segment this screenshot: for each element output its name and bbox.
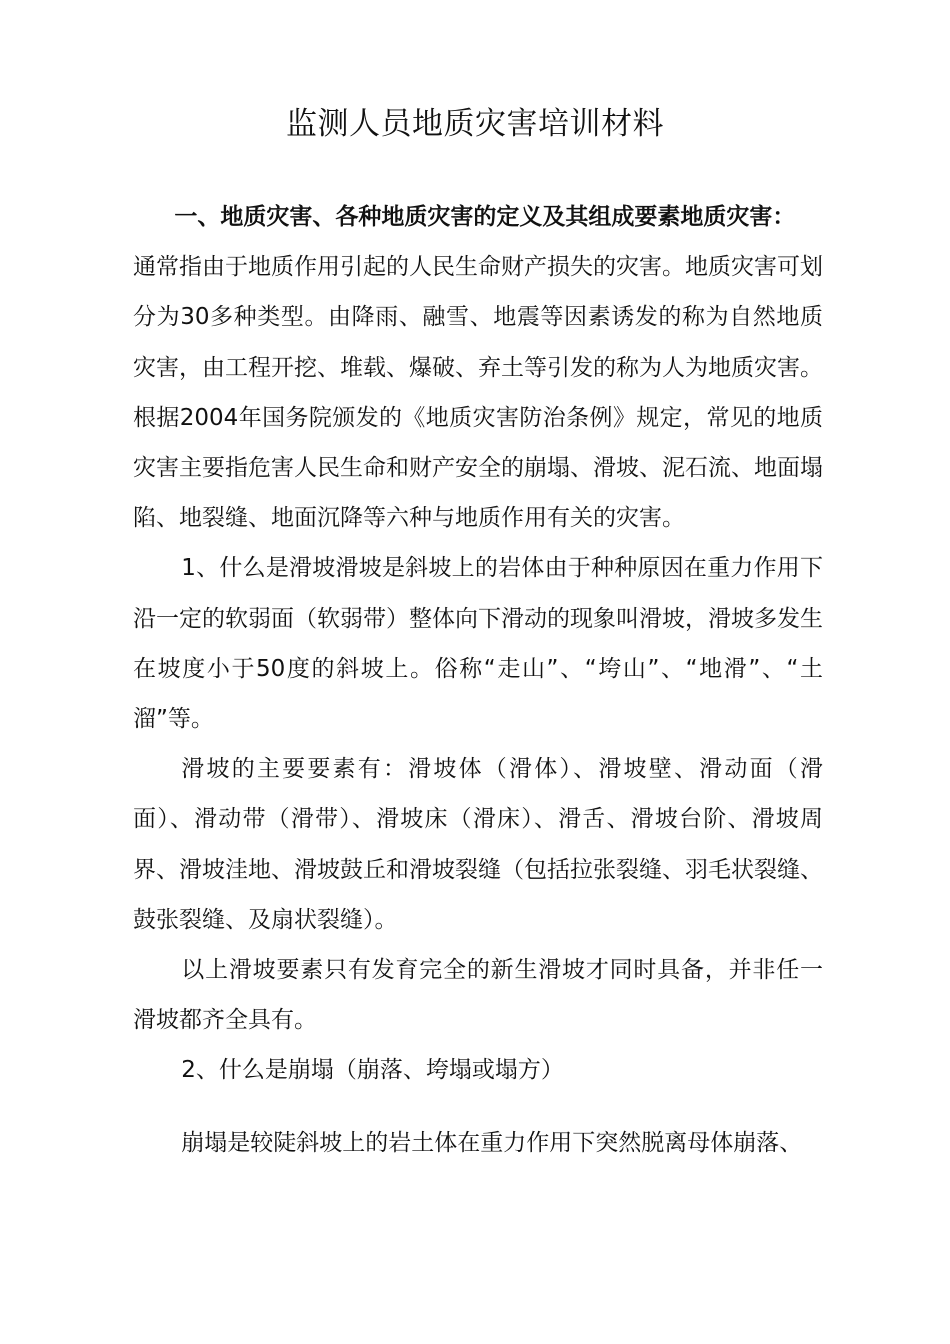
subsection-heading-collapse: 2、什么是崩塌（崩落、垮塌或塌方） (181, 1057, 564, 1084)
paragraph-landslide-elements: 滑坡的主要要素有：滑坡体（滑体）、滑坡壁、滑动面（滑面）、滑动带（滑带）、滑坡床（滑床）、滑舌、滑坡台阶、滑坡周界、滑坡洼地、滑坡鼓丘和滑坡裂缝（包括拉张裂缝、羽毛状裂缝、鼓张裂缝、及扇状裂缝）。 (133, 756, 823, 933)
paragraph-collapse-definition: 崩塌是较陡斜坡上的岩土体在重力作用下突然脱离母体崩落、 (181, 1129, 803, 1156)
paragraph-landslide-definition: 1、什么是滑坡滑坡是斜坡上的岩体由于种种原因在重力作用下沿一定的软弱面（软弱带）整体向下滑动的现象叫滑坡，滑坡多发生在坡度小于50度的斜坡上。俗称“走山”、“垮山”、“地滑”、“土溜”等。 (133, 555, 823, 733)
paragraph-geohazard-definition: 通常指由于地质作用引起的人民生命财产损失的灾害。地质灾害可划分为30多种类型。由降雨、融雪、地震等因素诱发的称为自然地质灾害，由工程开挖、堆载、爆破、弃土等引发的称为人为地质灾害。根据2004年国务院颁发的《地质灾害防治条例》规定，常见的地质灾害主要指危害人民生命和财产安全的崩塌、滑坡、泥石流、地面塌陷、地裂缝、地面沉降等六种与地质作用有关的灾害。 (133, 254, 823, 532)
document-body (133, 192, 823, 1168)
section-heading-definitions: 一、地质灾害、各种地质灾害的定义及其组成要素地质灾害： (174, 204, 796, 230)
document-title: 监测人员地质灾害培训材料 (286, 106, 664, 142)
paragraph-landslide-note: 以上滑坡要素只有发育完全的新生滑坡才同时具备，并非任一滑坡都齐全具有。 (133, 957, 823, 1034)
